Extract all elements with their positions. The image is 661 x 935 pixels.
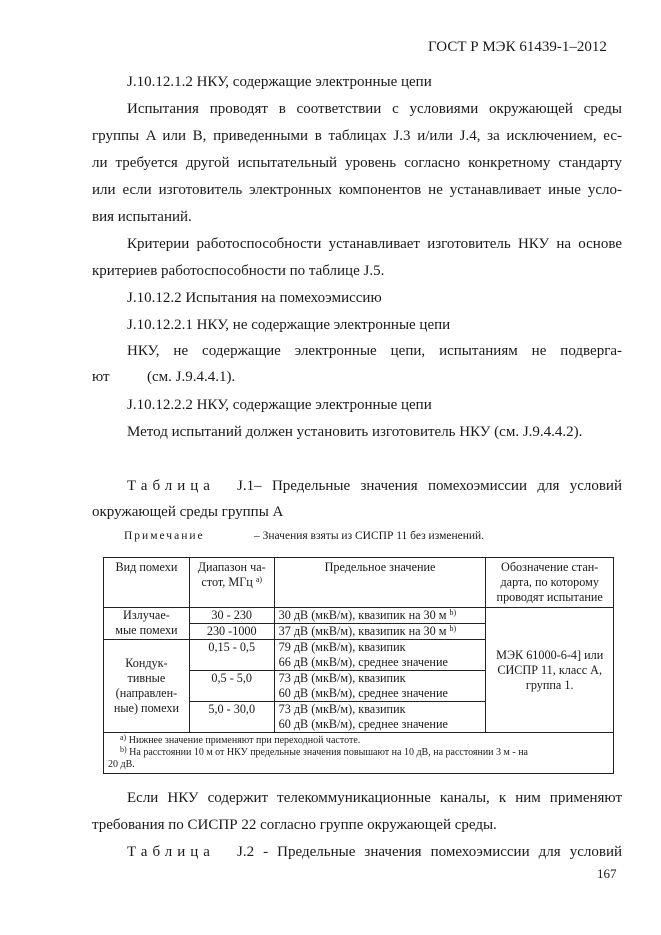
table-caption: J.1– Предельные значения помехоэмиссии для условий	[237, 478, 622, 494]
limit-text: 60 дВ (мкВ/м), среднее значение	[278, 717, 448, 731]
type-line: ные) помехи	[113, 701, 180, 715]
paragraph-line: ли требуется другой испытательный уровень согласно конкретному стандарту	[92, 155, 622, 171]
paragraph-line: Метод испытаний должен установить изготовитель НКУ (см. J.9.4.4.2).	[127, 424, 583, 440]
standard-line: МЭК 61000-6-4] или	[496, 647, 604, 662]
limit-text: 30 дВ (мкВ/м), квазипик на 30 м	[278, 608, 447, 622]
section-heading-j-10-12-2-2: J.10.12.2.2 НКУ, содержащие электронные цепи	[127, 397, 432, 413]
note-text: – Значения взяты из СИСПР 11 без изменений.	[254, 530, 485, 542]
standard-cell	[486, 608, 614, 733]
paragraph-line: или если изготовитель электронных компонентов не устанавливает иные усло-	[92, 182, 622, 198]
footnote-ref: b)	[449, 608, 457, 617]
type-line: (направлен-	[115, 686, 178, 700]
paragraph-line: ют	[92, 369, 110, 385]
footnote-b-cont: 20 дВ.	[108, 759, 135, 770]
limit-text: 60 дВ (мкВ/м), среднее значение	[278, 686, 448, 700]
limit-text: 79 дВ (мкВ/м), квазипик	[278, 640, 406, 654]
limit-cell	[274, 702, 486, 733]
note-word: Примечание	[124, 530, 205, 542]
header-type-label: Вид помехи	[115, 560, 178, 574]
limit-text: 37 дВ (мкВ/м), квазипик на 30 м	[278, 624, 447, 638]
footnote-ref: b)	[449, 624, 457, 633]
table-row	[104, 608, 614, 624]
header-standard-line: Обозначение стан-	[501, 560, 599, 574]
table-footnotes-row	[104, 733, 614, 774]
paragraph-reference: (см. J.9.4.4.1).	[147, 369, 236, 385]
footnote-ref: a)	[255, 575, 263, 584]
type-line: тивные	[127, 671, 166, 685]
header-standard	[486, 558, 614, 608]
range-cell: 30 - 230	[189, 608, 274, 624]
table-label-word: Таблица	[127, 844, 215, 860]
limit-text: 73 дВ (мкВ/м), квазипик	[278, 671, 406, 685]
paragraph-line: критериев работоспособности по таблице J.5.	[92, 263, 385, 279]
section-heading-j-10-12-2: J.10.12.2 Испытания на помехоэмиссию	[127, 290, 382, 306]
paragraph-line: Испытания проводят в соответствии с условиями окружающей среды	[127, 101, 622, 117]
table-label-word: Таблица	[127, 478, 215, 494]
limit-cell	[274, 624, 486, 640]
page-number: 167	[597, 866, 617, 881]
header-type	[104, 558, 190, 608]
header-range-line: Диапазон ча-	[197, 560, 266, 574]
type-radiated	[104, 608, 190, 640]
type-line: Излучае-	[123, 608, 170, 622]
section-heading-j-10-12-2-1: J.10.12.2.1 НКУ, не содержащие электронные цепи	[127, 317, 451, 333]
limit-cell	[274, 671, 486, 702]
range-cell: 230 -1000	[189, 624, 274, 640]
footnote-b: На расстоянии 10 м от НКУ предельные значения повышают на 10 дВ, на расстоянии 3 м - на	[129, 747, 528, 758]
type-line: мые помехи	[115, 623, 178, 637]
paragraph-line: требования по СИСПР 22 согласно группе окружающей среды.	[92, 817, 497, 833]
footnote-mark: b)	[120, 745, 127, 754]
emission-limits-table	[103, 557, 614, 774]
limit-cell	[274, 640, 486, 671]
footnote-mark: a)	[120, 733, 127, 742]
header-standard-line: дарта, по которому	[500, 575, 599, 589]
header-limit-label: Предельное значение	[324, 560, 436, 574]
range-cell: 0,15 - 0,5	[189, 640, 274, 671]
paragraph-line: Если НКУ содержит телекоммуникационные каналы, к ним применяют	[127, 790, 622, 806]
type-conducted	[104, 640, 190, 733]
paragraph-line: НКУ, не содержащие электронные цепи, испытаниям не подверга-	[127, 343, 622, 359]
standard-line: группа 1.	[525, 677, 574, 692]
paragraph-line: Критерии работоспособности устанавливает изготовитель НКУ на основе	[127, 236, 622, 252]
footnote-a: Нижнее значение применяют при переходной частоте.	[128, 735, 361, 746]
range-cell: 0,5 - 5,0	[189, 671, 274, 702]
standard-line: СИСПР 11, класс А,	[497, 662, 603, 677]
table-caption: J.2 - Предельные значения помехоэмиссии для условий	[237, 844, 622, 860]
header-standard-line: проводят испытание	[496, 590, 603, 604]
table-footnotes	[104, 733, 614, 774]
limit-text: 73 дВ (мкВ/м), квазипик	[278, 702, 406, 716]
section-heading-j-10-12-1-2: J.10.12.1.2 НКУ, содержащие электронные цепи	[127, 74, 432, 90]
table-caption-cont: окружающей среды группы A	[92, 504, 284, 520]
header-range-line: стот, МГц	[201, 575, 253, 589]
table-header-row	[104, 558, 614, 608]
range-cell: 5,0 - 30,0	[189, 702, 274, 733]
paragraph-line: группы A или B, приведенными в таблицах J.3 и/или J.4, за исключением, ес-	[92, 128, 622, 144]
type-line: Кондук-	[125, 656, 168, 670]
header-range	[189, 558, 274, 608]
paragraph-line: вия испытаний.	[92, 209, 192, 225]
document-header: ГОСТ Р МЭК 61439-1–2012	[428, 39, 607, 55]
limit-text: 66 дВ (мкВ/м), среднее значение	[278, 655, 448, 669]
limit-cell	[274, 608, 486, 624]
header-limit	[274, 558, 486, 608]
